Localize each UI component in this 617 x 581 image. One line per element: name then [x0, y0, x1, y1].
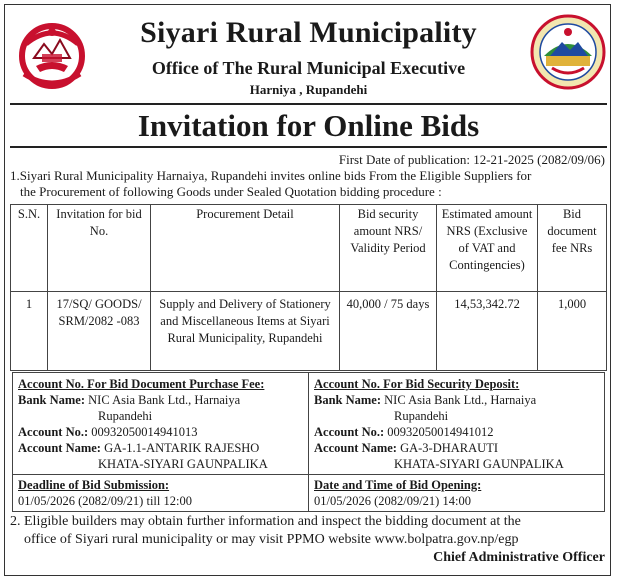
account-name-value: GA-3-DHARAUTI: [396, 441, 498, 455]
cell-sn: 1: [11, 292, 48, 371]
deadline-value: 01/05/2026 (2082/09/21) till 12:00: [18, 494, 192, 508]
account-name-value: GA-1.1-ANTARIK RAJESHO: [100, 441, 260, 455]
bank-name-value: NIC Asia Bank Ltd., Harnaiya: [381, 393, 537, 407]
security-deposit-section: [309, 373, 605, 511]
security-deposit-heading: Account No. For Bid Security Deposit:: [314, 377, 520, 391]
header-bid-security: Bid security amount NRS/ Validity Period: [340, 205, 437, 292]
account-name-value-2: KHATA-SIYARI GAUNPALIKA: [98, 457, 268, 471]
header-sn: S.N.: [11, 205, 48, 292]
header-document-fee: Bid document fee NRs: [538, 205, 607, 292]
intro-paragraph: [10, 168, 610, 200]
account-name-value-2: KHATA-SIYARI GAUNPALIKA: [394, 457, 564, 471]
info-divider: [13, 474, 604, 475]
intro-line-1: 1.Siyari Rural Municipality Harnaiya, Rupandehi invites online bids From the Eligible Suppliers for: [10, 168, 532, 183]
municipality-title: Siyari Rural Municipality: [140, 16, 477, 49]
bank-name-value: NIC Asia Bank Ltd., Harnaiya: [85, 393, 241, 407]
account-no-label: Account No.:: [18, 425, 89, 439]
bank-name-label: Bank Name:: [314, 393, 382, 407]
note-line-2: office of Siyari rural municipality or may visit PPMO website www.bolpatra.gov.np/egp: [24, 532, 519, 547]
account-no-value: 00932050014941012: [384, 425, 494, 439]
intro-line-2: the Procurement of following Goods under Sealed Quotation bidding procedure :: [20, 184, 442, 199]
header-procurement-detail: Procurement Detail: [151, 205, 340, 292]
publication-date: First Date of publication: 12-21-2025 (2082/09/06): [338, 152, 605, 167]
account-no-label: Account No.:: [314, 425, 385, 439]
cell-procurement-detail: Supply and Delivery of Stationery and Miscellaneous Items at Siyari Rural Municipality, Rupandehi: [151, 292, 340, 371]
table-header-row: [11, 205, 607, 292]
bids-table: [10, 204, 607, 371]
bank-location: Rupandehi: [98, 409, 153, 423]
cell-document-fee: 1,000: [538, 292, 607, 371]
account-name-label: Account Name:: [18, 441, 101, 455]
header-estimated-amount: Estimated amount NRS (Exclusive of VAT and Contingencies): [437, 205, 538, 292]
deadline-heading: Deadline of Bid Submission:: [18, 478, 170, 492]
note-line-1: 2. Eligible builders may obtain further information and inspect the bidding document at the: [10, 514, 521, 529]
purchase-fee-heading: Account No. For Bid Document Purchase Fee:: [18, 377, 265, 391]
address: Harniya , Rupandehi: [249, 82, 368, 97]
table-row: [11, 292, 607, 371]
account-no-value: 00932050014941013: [88, 425, 198, 439]
opening-value: 01/05/2026 (2082/09/21) 14:00: [314, 494, 471, 508]
bank-name-label: Bank Name:: [18, 393, 86, 407]
header-bid-no: Invitation for bid No.: [48, 205, 151, 292]
bank-location: Rupandehi: [394, 409, 449, 423]
opening-heading: Date and Time of Bid Opening:: [314, 478, 482, 492]
cell-bid-security: 40,000 / 75 days: [340, 292, 437, 371]
note-paragraph: [10, 513, 610, 549]
cell-estimated-amount: 14,53,342.72: [437, 292, 538, 371]
office-subtitle: Office of The Rural Municipal Executive: [151, 58, 466, 78]
account-info-box: [12, 372, 605, 512]
cell-bid-no: 17/SQ/ GOODS/ SRM/2082 -083: [48, 292, 151, 371]
signature: Chief Administrative Officer: [433, 550, 605, 565]
purchase-fee-section: [13, 373, 309, 511]
account-name-label: Account Name:: [314, 441, 397, 455]
notice-banner: Invitation for Online Bids: [10, 103, 607, 148]
